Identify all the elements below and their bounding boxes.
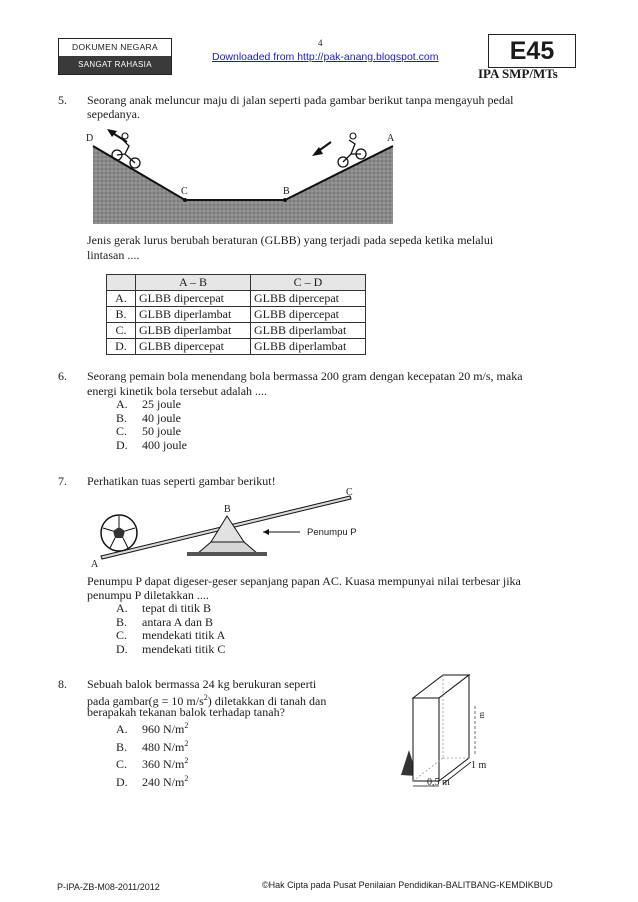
q8-dim-height: m bbox=[477, 712, 486, 719]
q7-text-line3: penumpu P diletakkan .... bbox=[87, 588, 209, 602]
table-row[interactable]: A. GLBB dipercepat GLBB dipercepat bbox=[107, 291, 366, 307]
q5-label-a: A bbox=[387, 133, 395, 144]
q5-track-figure bbox=[85, 124, 405, 226]
q8-dim-depth: 0,5 m bbox=[427, 777, 450, 788]
q5-label-b: B bbox=[283, 186, 290, 197]
document-classification-box bbox=[58, 38, 172, 75]
exam-subject: IPA SMP/MTs bbox=[478, 66, 558, 81]
q7-label-c: C bbox=[346, 487, 353, 498]
q6-options bbox=[116, 398, 187, 452]
q5-text-line4: lintasan .... bbox=[87, 248, 140, 262]
exam-code: E45 bbox=[488, 34, 576, 68]
q6-option-c[interactable]: C. 50 joule bbox=[116, 424, 181, 438]
q5-text-line3: Jenis gerak lurus berubah beraturan (GLBB) yang terjadi pada sepeda ketika melalui bbox=[87, 233, 494, 247]
q7-label-b: B bbox=[224, 504, 231, 515]
q8-option-c[interactable]: C. 360 $N/m^2$ bbox=[116, 756, 189, 771]
q7-options bbox=[116, 602, 225, 656]
q5-text-line2: sepedanya. bbox=[87, 107, 140, 121]
footer-copyright: ©Hak Cipta pada Pusat Penilaian Pendidikan-BALITBANG-KEMDIKBUD bbox=[262, 880, 553, 890]
q6-option-d[interactable]: D. 400 joule bbox=[116, 437, 187, 452]
q8-text-line1: Sebuah balok bermassa 24 kg berukuran seperti bbox=[87, 677, 317, 691]
q6-option-b[interactable]: B. 40 joule bbox=[116, 410, 181, 425]
table-row[interactable]: D. GLBB dipercepat GLBB diperlambat bbox=[107, 339, 366, 355]
q7-option-b[interactable]: B. antara A dan B bbox=[116, 614, 213, 629]
table-header-ab: A – B bbox=[136, 275, 251, 291]
q5-number: 5. bbox=[58, 93, 67, 107]
secret-label: SANGAT RAHASIA bbox=[59, 56, 171, 74]
q8-dim-width: 1 m bbox=[471, 760, 487, 771]
q6-text-line1: Seorang pemain bola menendang bola bermassa 200 gram dengan kecepatan 20 m/s, maka bbox=[87, 369, 523, 383]
q7-label-fulcrum: Penumpu P bbox=[307, 527, 357, 538]
q6-option-a[interactable]: A. 25 joule bbox=[116, 397, 181, 411]
q5-text-line1: Seorang anak meluncur maju di jalan seperti pada gambar berikut tanpa mengayuh pedal bbox=[87, 93, 514, 107]
q7-option-d[interactable]: D. mendekati titik C bbox=[116, 641, 226, 656]
q6-text-line2: energi kinetik bola tersebut adalah .... bbox=[87, 384, 268, 398]
download-link[interactable]: Downloaded from http://pak-anang.blogspot.com bbox=[212, 51, 439, 63]
soccer-ball-icon bbox=[101, 515, 137, 551]
q7-label-a: A bbox=[91, 559, 99, 570]
table-row[interactable]: B. GLBB diperlambat GLBB dipercepat bbox=[107, 307, 366, 323]
q5-label-c: C bbox=[181, 186, 188, 197]
q7-text-line1: Perhatikan tuas seperti gambar berikut! bbox=[87, 474, 276, 488]
table-header-row bbox=[107, 275, 366, 291]
q7-text-line2: Penumpu P dapat digeser-geser sepanjang papan AC. Kuasa mempunyai nilai terbesar jika bbox=[87, 574, 521, 588]
q8-text-line2: pada gambar(g = 10 $m/s^2$) diletakkan di tanah dan bbox=[87, 693, 327, 708]
q7-option-a[interactable]: A. tepat di titik B bbox=[116, 601, 211, 615]
q8-option-b[interactable]: B. 480 $N/m^2$ bbox=[116, 738, 189, 754]
table-header-cd: C – D bbox=[251, 275, 366, 291]
footer-code: P-IPA-ZB-M08-2011/2012 bbox=[57, 882, 160, 892]
q5-answer-table bbox=[106, 274, 366, 355]
q5-label-d: D bbox=[86, 133, 94, 144]
q8-option-d[interactable]: D. 240 $N/m^2$ bbox=[116, 773, 189, 789]
q7-option-c[interactable]: C. mendekati titik A bbox=[116, 628, 226, 642]
q7-number: 7. bbox=[58, 474, 67, 488]
arrow-down-left-icon bbox=[312, 142, 331, 156]
table-row[interactable]: C. GLBB diperlambat GLBB diperlambat bbox=[107, 323, 366, 339]
page-number: 4 bbox=[318, 38, 323, 48]
q8-text-line3: berapakah tekanan balok terhadap tanah? bbox=[87, 705, 285, 719]
q8-options bbox=[116, 719, 188, 789]
q6-number: 6. bbox=[58, 369, 67, 383]
q8-option-a[interactable]: A. 960 $N/m^2$ bbox=[116, 721, 189, 736]
doc-label: DOKUMEN NEGARA bbox=[72, 42, 158, 52]
q8-number: 8. bbox=[58, 677, 67, 691]
